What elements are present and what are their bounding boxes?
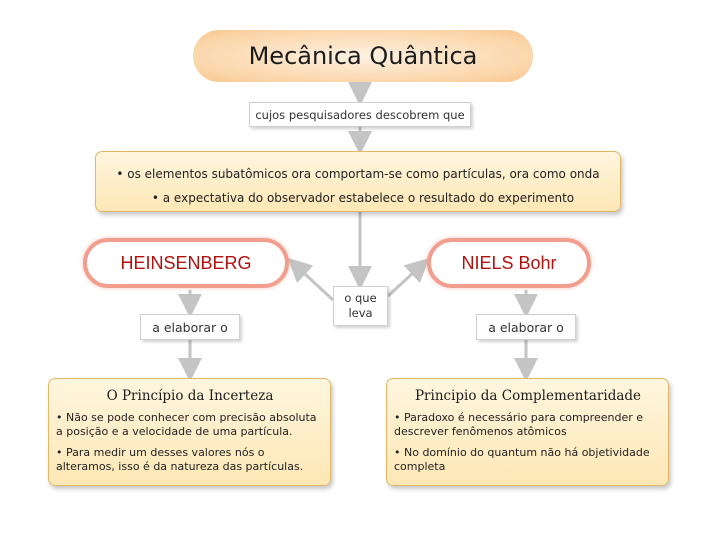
facts-node — [95, 151, 621, 212]
principle-uncertainty-node — [48, 378, 331, 486]
scientist-bohr-node — [427, 238, 591, 288]
link-top-text: cujos pesquisadores descobrem que — [255, 107, 465, 122]
principle-bullet: • No domínio do quantum não há objetividade completa — [394, 446, 650, 473]
principle-complementarity-node — [386, 378, 669, 486]
fact-item: • os elementos subatômicos ora comportam-se como partículas, ora como onda — [116, 167, 600, 181]
scientist-heisenberg-node — [83, 238, 289, 288]
principle-bullet: • Não se pode conhecer com precisão absoluta a posição e a velocidade de uma partícula. — [56, 411, 317, 438]
title-node — [193, 30, 533, 82]
fact-item: • a expectativa do observador estabelece o resultado do experimento — [151, 191, 575, 205]
scientist-bohr-text: NIELS Bohr — [461, 252, 557, 273]
link-right-text: a elaborar o — [488, 319, 564, 335]
connector-middle-right — [388, 262, 425, 296]
middle-link-node — [333, 286, 388, 326]
link-left-text: a elaborar o — [152, 319, 228, 335]
principle-bullet: • Para medir um desses valores nós o alteramos, isso é da natureza das partículas. — [56, 446, 304, 473]
link-left-node — [140, 314, 240, 340]
middle-link-line2: leva — [348, 306, 373, 320]
middle-link-line1: o que — [344, 291, 377, 305]
principle-uncertainty-title: O Princípio da Incerteza — [106, 388, 274, 404]
link-top-node — [249, 102, 471, 127]
link-right-node — [476, 314, 576, 340]
connector-middle-left — [292, 262, 333, 300]
title-text: Mecânica Quântica — [248, 42, 478, 70]
principle-complementarity-title: Principio da Complementaridade — [414, 388, 642, 404]
scientist-heisenberg-text: HEINSENBERG — [120, 252, 252, 273]
principle-bullet: • Paradoxo é necessário para compreender e descrever fenômenos atômicos — [394, 411, 644, 438]
